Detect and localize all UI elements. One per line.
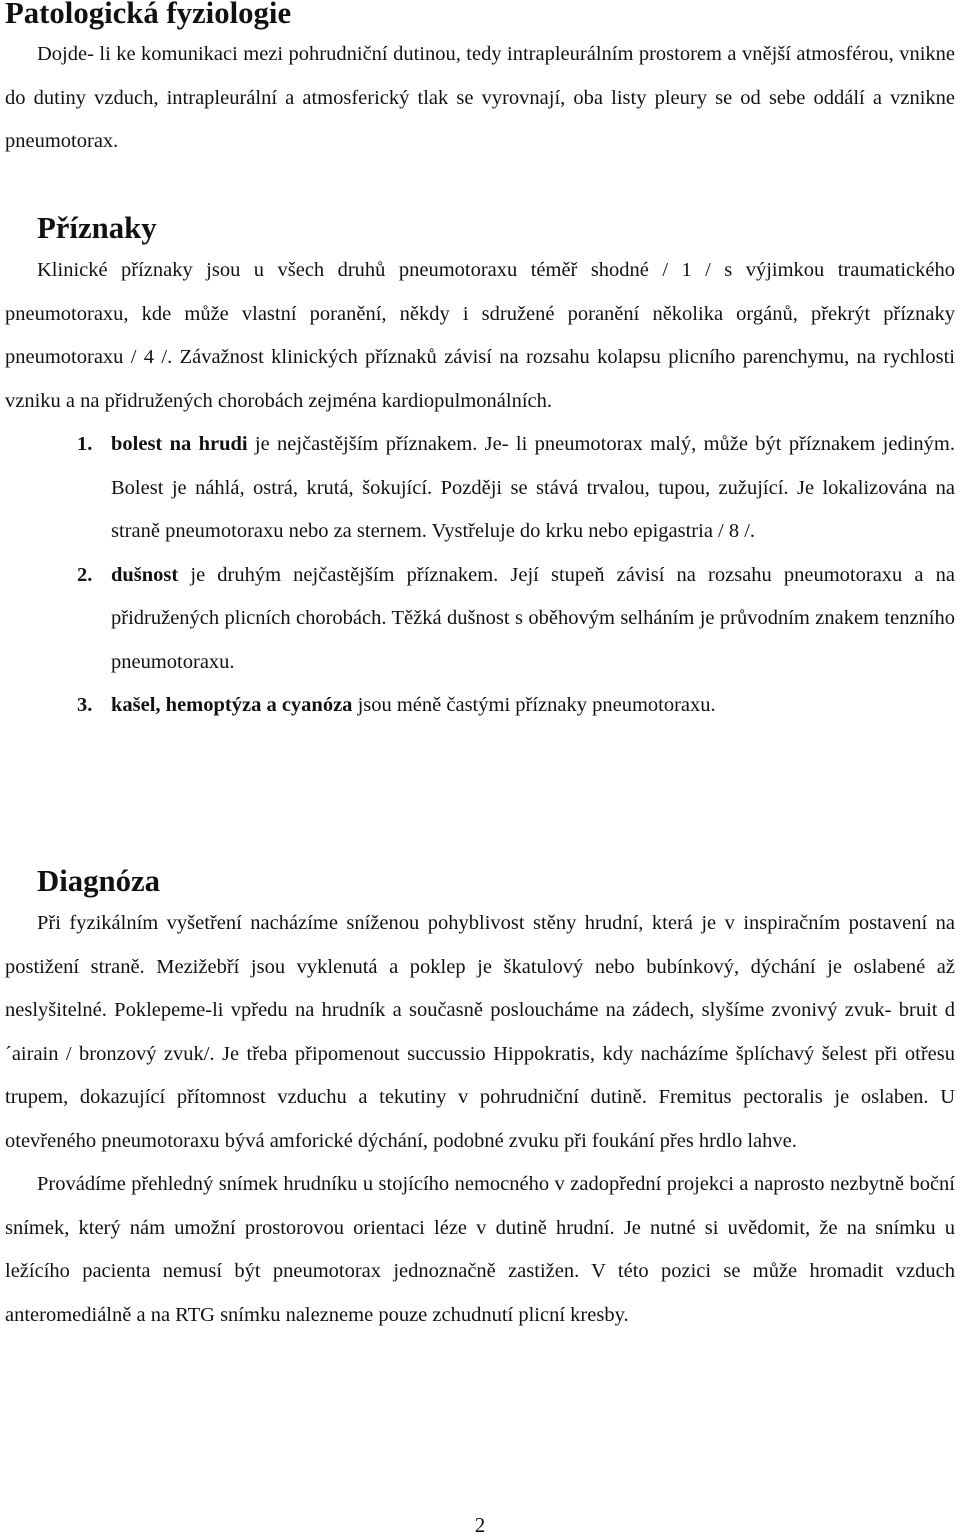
list-item-number: 2. <box>77 563 93 586</box>
section-patologicka-fyziologie <box>5 33 955 164</box>
symptom-text: jsou méně častými příznaky pneumotoraxu. <box>352 694 716 716</box>
list-item-number: 1. <box>77 433 93 455</box>
heading-patologicka-fyziologie: Patologická fyziologie <box>5 0 292 30</box>
section-diagnoza <box>5 902 955 1337</box>
list-item <box>5 684 955 728</box>
symptom-term: dušnost <box>111 563 179 586</box>
symptoms-list <box>5 423 955 728</box>
paragraph-priznaky: Klinické příznaky jsou u všech druhů pneumotoraxu téměř shodné / 1 / s výjimkou traumatického pneumotoraxu, kde může vlastní poranění, někdy i sdružené poranění několika orgánů, překrýt příznaky pneumotoraxu / 4 /. Závažnost klinických příznaků závisí na rozsahu kolapsu plicního parenchymu, na rychlosti vzniku a na přidružených chorobách zejména kardiopulmonálních. <box>5 259 955 412</box>
symptom-term: kašel, hemoptýza a cyanóza <box>111 694 353 716</box>
symptom-term: bolest na hrudi <box>111 433 248 455</box>
list-item-number: 3. <box>77 694 93 716</box>
symptom-text: je druhým nejčastějším příznakem. Její stupeň závisí na rozsahu pneumotoraxu a na přidružených plicních chorobách. Těžká dušnost s oběhovým selháním je průvodním znakem tenzního pneumotoraxu. <box>111 563 955 673</box>
heading-priznaky: Příznaky <box>37 211 157 245</box>
paragraph-diagnoza-fyzikalni: Při fyzikálním vyšetření nacházíme sníženou pohyblivost stěny hrudní, která je v inspiračním postavení na postižení straně. Mezižebří jsou vyklenutá a poklep je škatulový nebo bubínkový, dýchání je oslabené až neslyšitelné. Poklepeme-li vpředu na hrudník a současně posloucháme na zádech, slyšíme zvonivý zvuk- bruit d´airain / bronzový zvuk/. Je třeba připomenout succussio Hippokratis, kdy nacházíme šplíchavý šelest při otřesu trupem, dokazující přítomnost vzduchu a tekutiny v pohrudniční dutině. Fremitus pectoralis je oslaben. U otevřeného pneumotoraxu bývá amforické dýchání, podobné zvuku při foukání přes hrdlo lahve. <box>5 912 955 1152</box>
paragraph-diagnoza-rtg: Provádíme přehledný snímek hrudníku u stojícího nemocného v zadopřední projekci a naprosto nezbytně boční snímek, který nám umožní prostorovou orientaci léze v dutině hrudní. Je nutné si uvědomit, že na snímku u ležícího pacienta nemusí být pneumotorax jednoznačně zastižen. V této pozici se může hromadit vzduch anteromediálně a na RTG snímku nalezneme pouze zchudnutí plicní kresby. <box>5 1173 955 1326</box>
paragraph-patofyziologie: Dojde- li ke komunikaci mezi pohrudniční dutinou, tedy intrapleurálním prostorem a vnější atmosférou, vnikne do dutiny vzduch, intrapleurální a atmosferický tlak se vyrovnají, oba listy pleury se od sebe oddálí a vznikne pneumotorax. <box>5 43 955 152</box>
heading-diagnoza: Diagnóza <box>37 864 160 898</box>
list-item <box>5 423 955 554</box>
list-item <box>5 554 955 685</box>
page-number: 2 <box>474 1513 486 1537</box>
symptom-text: je nejčastějším příznakem. Je- li pneumotorax malý, může být příznakem jediným. Bolest je náhlá, ostrá, krutá, šokující. Později se stává trvalou, tupou, zužující. Je lokalizována na straně pneumotoraxu nebo za sternem. Vystřeluje do krku nebo epigastria / 8 /. <box>111 433 955 542</box>
section-priznaky <box>5 249 955 728</box>
